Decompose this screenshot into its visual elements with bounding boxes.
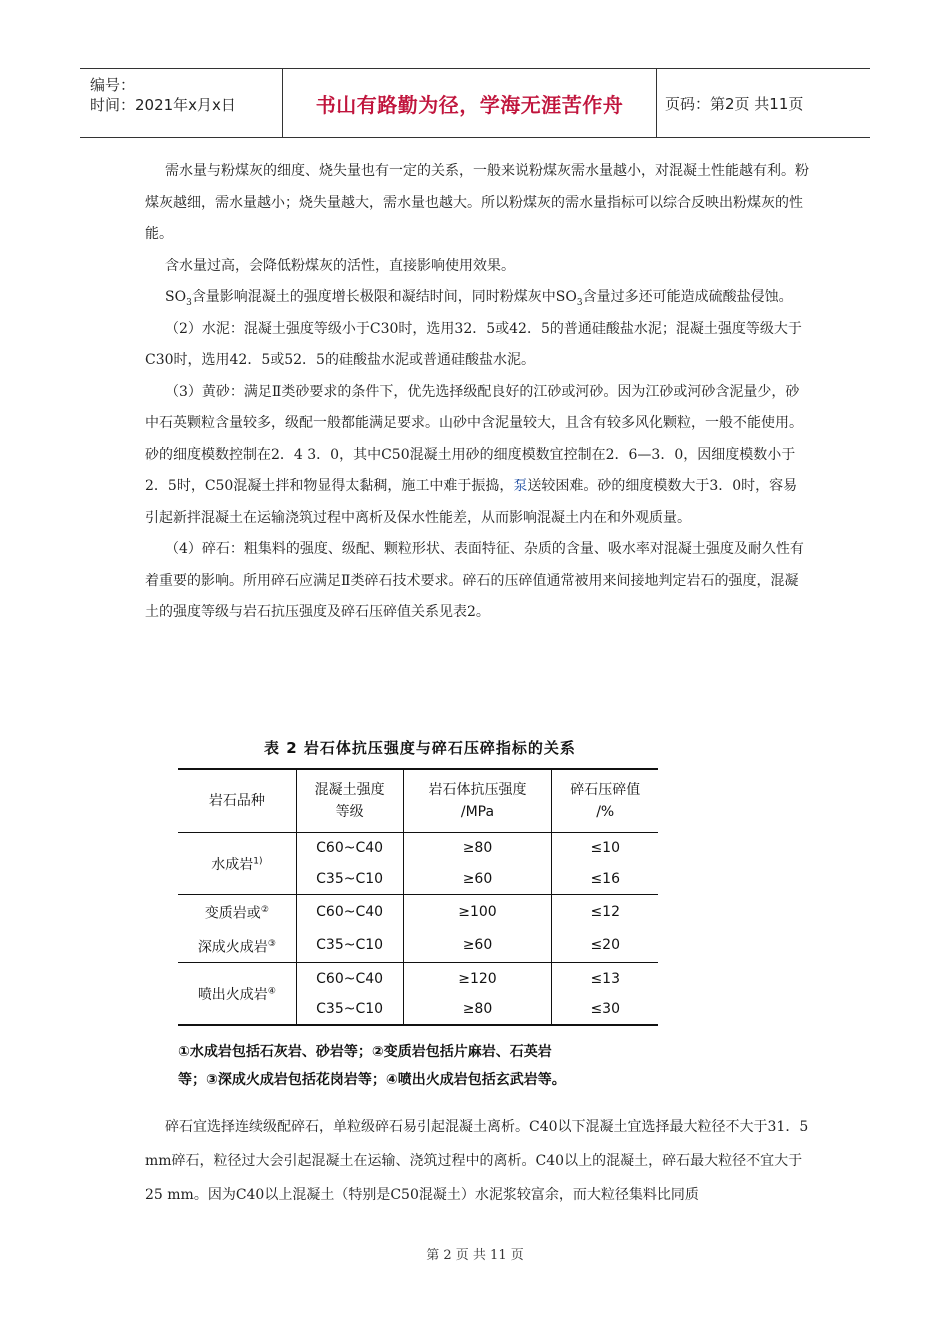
header-concrete-grade [296, 769, 403, 833]
sand-accent-char: 泵 [513, 478, 528, 494]
footnote-marker: ③ [267, 938, 276, 949]
cell-crush: ≤16 [552, 864, 658, 895]
table-2-figure [178, 734, 662, 1094]
paragraph-water-demand: 需水量与粉煤灰的细度、烧失量也有一定的关系，一般来说粉煤灰需水量越小，对混凝土性能越有利。粉煤灰越细，需水量越小；烧失量越大，需水量也越大。所以粉煤灰的需水量指标可以综合反映出粉煤灰的性能。 [145, 163, 809, 242]
document-time-label: 时间：2021年x月x日 [90, 96, 236, 114]
page-header [80, 68, 870, 138]
cell-strength: ≥120 [403, 963, 552, 994]
header-rock-type: 岩石品种 [178, 769, 296, 833]
cell-strength: ≥100 [403, 895, 552, 929]
cell-grade: C35~C10 [296, 864, 403, 895]
rock-group-metamorphic-label: 变质岩或 [204, 905, 261, 922]
cell-crush: ≤10 [552, 833, 658, 864]
header-motto: 书山有路勤为径，学海无涯苦作舟 [282, 69, 657, 137]
cell-grade: C60~C40 [296, 833, 403, 864]
cell-crush: ≤20 [552, 929, 658, 963]
table-row [178, 895, 658, 929]
cell-grade: C60~C40 [296, 895, 403, 929]
header-crush-value-line2: /% [596, 804, 615, 820]
document-number-label: 编号： [90, 76, 136, 94]
table-caption: 表 2 岩石体抗压强度与碎石压碎指标的关系 [264, 739, 576, 757]
table-footnotes [178, 1038, 662, 1094]
cell-strength: ≥80 [403, 994, 552, 1026]
cell-strength: ≥60 [403, 929, 552, 963]
cell-grade: C35~C10 [296, 929, 403, 963]
rock-group-volcanic-label: 喷出火成岩 [197, 986, 268, 1003]
paragraph-sand [145, 377, 810, 535]
sand-text-rest: 送较困难。砂的细度模数大于3．0时，容易引起新拌混凝土在运输浇筑过程中离析及保水性能差，从而影响混凝土内在和外观质量。 [145, 478, 798, 526]
paragraph-so3 [145, 282, 810, 314]
footnote-marker: ④ [267, 986, 276, 997]
so3-text-c: 含量过多还可能造成硫酸盐侵蚀。 [582, 289, 793, 305]
cell-strength: ≥60 [403, 864, 552, 895]
header-crush-value [552, 769, 658, 833]
header-crush-value-line1: 碎石压碎值 [570, 782, 641, 798]
table-footnote-line: ①水成岩包括石灰岩、砂岩等；②变质岩包括片麻岩、石英岩 [178, 1044, 552, 1061]
rock-group-sedimentary-label: 水成岩 [211, 856, 254, 873]
table-row [178, 833, 658, 864]
header-page-info: 页码：第2页 共11页 [665, 94, 804, 113]
rock-group-plutonic-label: 深成火成岩 [197, 939, 268, 956]
so3-subscript-1: 3 [186, 297, 192, 308]
rock-strength-table [178, 768, 658, 1026]
rock-group-metamorphic [178, 895, 296, 963]
header-concrete-grade-line2: 等级 [335, 804, 364, 820]
so3-text-b: 含量影响混凝土的强度增长极限和凝结时间，同时粉煤灰中SO [191, 289, 577, 305]
paragraph-moisture: 含水量过高，会降低粉煤灰的活性，直接影响使用效果。 [165, 257, 515, 274]
cell-crush: ≤30 [552, 994, 658, 1026]
so3-text-a: SO [165, 289, 187, 305]
table-row [178, 963, 658, 994]
paragraph-gravel: （4）碎石：粗集料的强度、级配、颗粒形状、表面特征、杂质的含量、吸水率对混凝土强度及耐久性有着重要的影响。所用碎石应满足Ⅱ类碎石技术要求。碎石的压碎值通常被用来间接地判定岩石的强度，混凝土的强度等级与岩石抗压强度及碎石压碎值关系见表2。 [145, 541, 804, 620]
paragraph-gravel-grading: 碎石宜选择连续级配碎石，单粒级碎石易引起混凝土离析。C40以下混凝土宜选择最大粒径不大于31．5 mm碎石，粒径过大会引起混凝土在运输、浇筑过程中的离析。C40以上的混凝土，碎石最大粒径不宜大于25 mm。因为C40以上混凝土（特别是C50混凝土）水泥浆较富余，而大粒径集料比同质 [145, 1119, 809, 1203]
so3-subscript-2: 3 [576, 297, 583, 308]
header-rock-strength-line1: 岩石体抗压强度 [428, 782, 527, 798]
header-rock-strength [403, 769, 552, 833]
table-header-row [178, 769, 658, 833]
sand-text: （3）黄砂：满足Ⅱ类砂要求的条件下，优先选择级配良好的江砂或河砂。因为江砂或河砂含泥量少，砂中石英颗粒含量较多，级配一般都能满足要求。山砂中含泥量较大，且含有较多风化颗粒，一般不能使用。砂的细度模数控制在2．4 3．0，其中C50混凝土用砂的细度模数宜控制在2．6—3．0，因细度模数小于2．5时，C50混凝土拌和物显得太黏稠，施工中难于振捣， [145, 383, 803, 494]
header-concrete-grade-line1: 混凝土强度 [314, 782, 385, 798]
page-footer: 第 2 页 共 11 页 [426, 1248, 524, 1263]
header-rock-strength-line2: /MPa [460, 804, 495, 820]
table-footnote-line: 等；③深成火成岩包括花岗岩等；④喷出火成岩包括玄武岩等。 [178, 1072, 566, 1089]
rock-group-volcanic [178, 963, 296, 1026]
body-text-upper [145, 156, 810, 629]
cell-grade: C35~C10 [296, 994, 403, 1026]
paragraph-cement: （2）水泥：混凝土强度等级小于C30时，选用32．5或42．5的普通硅酸盐水泥；混凝土强度等级大于C30时，选用42．5或52．5的硅酸盐水泥或普通硅酸盐水泥。 [145, 320, 802, 368]
footnote-marker: ② [260, 905, 269, 915]
footnote-marker: 1) [253, 855, 263, 866]
cell-grade: C60~C40 [296, 963, 403, 994]
cell-crush: ≤13 [552, 963, 658, 994]
cell-strength: ≥80 [403, 833, 552, 864]
body-text-lower [145, 1110, 810, 1212]
header-meta [80, 69, 282, 137]
cell-crush: ≤12 [552, 895, 658, 929]
rock-group-sedimentary [178, 833, 296, 895]
